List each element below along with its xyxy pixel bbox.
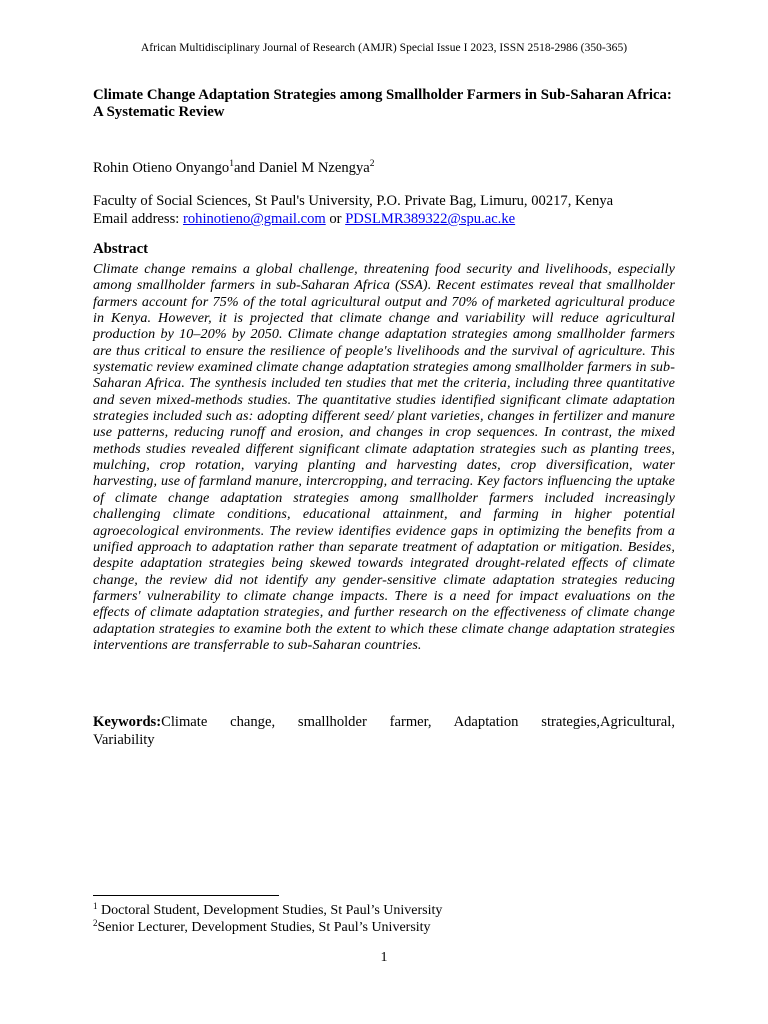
author-2-name: Daniel M Nzengya <box>258 160 370 176</box>
abstract-heading: Abstract <box>93 241 149 257</box>
author-line <box>93 160 374 177</box>
author-1-name: Rohin Otieno Onyango <box>93 160 230 176</box>
author-connector: and <box>233 160 259 176</box>
keywords-text: Climate change, smallholder farmer, Adaptation strategies,Agricultural, Variability <box>93 714 675 748</box>
keywords-label: Keywords: <box>93 714 162 730</box>
keywords <box>93 713 675 749</box>
journal-header: African Multidisciplinary Journal of Research (AMJR) Special Issue I 2023, ISSN 2518-2986 (350-365) <box>140 42 628 54</box>
email-line <box>93 211 515 228</box>
footnote-1-mark: 1 <box>93 901 98 911</box>
page-number: 1 <box>380 950 388 965</box>
author-1-footnote-mark: 1 <box>229 159 234 169</box>
footnote-divider <box>93 895 279 896</box>
email-link-1[interactable]: rohinotieno@gmail.com <box>182 211 326 227</box>
author-2-footnote-mark: 2 <box>369 159 375 169</box>
footnote-2-mark: 2 <box>93 918 98 928</box>
paper-title: Climate Change Adaptation Strategies among Smallholder Farmers in Sub-Saharan Africa: A Systematic Review <box>93 87 672 120</box>
email-label: Email address: <box>93 211 183 227</box>
email-link-2[interactable]: PDSLMR389322@spu.ac.ke <box>345 211 516 227</box>
email-separator: or <box>325 211 346 227</box>
footnote-1-text: Doctoral Student, Development Studies, St Paul’s University <box>97 903 443 918</box>
abstract-body: Climate change remains a global challenge, threatening food security and livelihoods, especially among smallholder farmers in sub-Saharan Africa (SSA). Recent estimates reveal that smallholder farmers account for 75% of the total agricultural output and 70% of marketed agricultural produce in Kenya. However, it is projected that climate change and variability will reduce agricultural production by 10–20% by 2050. Climate change adaptation strategies among smallholder farmers are thus critical to ensure the resilience of people's livelihoods and the survival of agriculture. This systematic review examined climate change adaptation strategies among smallholder farmers in sub-Saharan Africa. The synthesis included ten studies that met the criteria, including three quantitative and seven mixed-methods studies. The quantitative studies identified significant climate adaptation strategies included such as: adopting different seed/ plant varieties, changes in fertilizer and manure use patterns, reducing runoff and erosion, and changes in crop sequences. In contrast, the mixed methods studies revealed different significant climate adaptation strategies such as planting trees, mulching, crop rotation, varying planting and harvesting dates, crop diversification, water harvesting, use of farmland manure, intercropping, and terracing. Key factors influencing the uptake of climate change adaptation strategies among smallholder farmers included increasingly challenging climate conditions, educational attainment, and farming in higher potential agroecological environments. The review identifies evidence gaps in optimizing the benefits from a unified approach to adaptation rather than separate treatment of adaptation or mitigation. Besides, despite adaptation strategies being skewed towards integrated drought-related effects of climate change, the review did not identify any gender-sensitive climate adaptation strategies reducing farmers' vulnerability to climate change impacts. There is a need for impact evaluations on the effects of climate adaptation strategies, and further research on the effectiveness of climate change adaptation strategies to examine both the extent to which these climate change adaptation strategies interventions are transferrable to sub-Saharan countries. <box>93 261 675 653</box>
footnote-2 <box>93 920 431 936</box>
affiliation: Faculty of Social Sciences, St Paul's University, P.O. Private Bag, Limuru, 00217, Kenya <box>93 193 614 209</box>
footnote-1 <box>93 903 442 919</box>
footnote-2-text: Senior Lecturer, Development Studies, St Paul’s University <box>97 920 431 935</box>
